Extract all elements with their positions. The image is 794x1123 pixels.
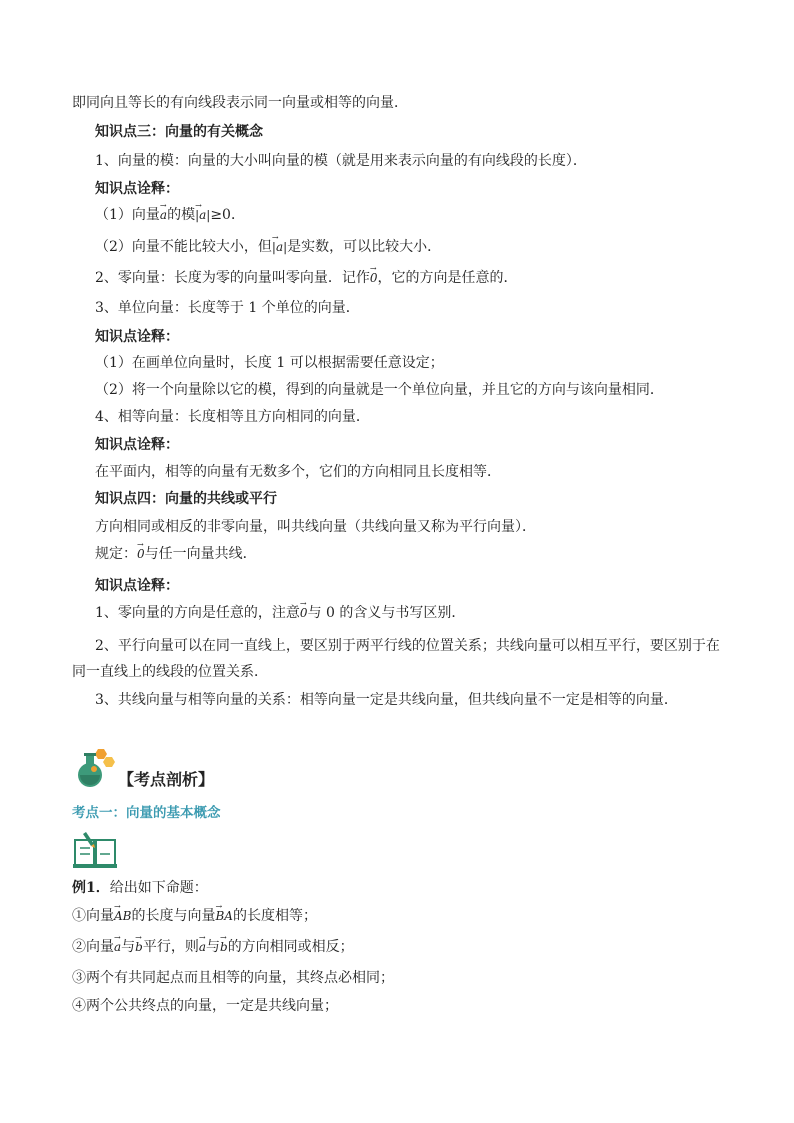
text-line: 方向相同或相反的非零向量，叫共线向量（共线向量又称为平行向量）． [95, 519, 536, 535]
vector-symbol: → a [160, 205, 167, 225]
text-line [95, 205, 245, 225]
vector-symbol: → a [114, 937, 121, 957]
proposition-1 [72, 906, 317, 926]
text-span: 与 0 的含义与书写区别． [307, 605, 466, 621]
zero-vector-symbol: → 0 [300, 603, 308, 623]
heading-note: 知识点诠释： [95, 329, 179, 345]
text-span: 的方向相同或相反； [227, 939, 354, 955]
section-title: 【考点剖析】 [118, 770, 215, 789]
text-line [95, 268, 518, 288]
text-span: 平行，则 [142, 939, 199, 955]
text-span: 与 [121, 939, 136, 955]
text-span: 给出如下命题： [109, 880, 208, 896]
example-line [72, 878, 208, 898]
text-line [95, 603, 465, 623]
vector-abs-symbol: → |a| [272, 237, 287, 257]
text-span: ①向量 [72, 908, 114, 924]
text-span: 是实数，可以比较大小． [287, 239, 442, 255]
text-line: 同一直线上的线段的位置关系． [72, 664, 268, 680]
text-span: （2）向量不能比较大小，但 [95, 239, 272, 255]
text-span: ②向量 [72, 939, 114, 955]
text-line [95, 544, 257, 564]
text-span: 1、零向量的方向是任意的，注意 [95, 605, 300, 621]
text-span: 与 [206, 939, 220, 955]
text-span: ，它的方向是任意的． [377, 270, 518, 286]
text-line: 3、共线向量与相等向量的关系：相等向量一定是共线向量，但共线向量不一定是相等的向量． [95, 692, 678, 708]
text-line: 3、单位向量：长度等于 1 个单位的向量． [95, 300, 360, 316]
text-line: （1）在画单位向量时，长度 1 可以根据需要任意设定； [95, 355, 444, 371]
text-span: 规定： [95, 546, 137, 562]
proposition-2 [72, 937, 354, 957]
proposition-3: ③两个有共同起点而且相等的向量，其终点必相同； [72, 970, 394, 986]
vector-symbol: → b [220, 937, 228, 957]
vector-abs-symbol: → |a| [195, 205, 210, 225]
text-span: （1）向量 [95, 207, 160, 223]
text-line: 4、相等向量：长度相等且方向相同的向量． [95, 409, 370, 425]
heading-knowledge-4: 知识点四：向量的共线或平行 [95, 491, 277, 507]
text-line: 2、平行向量可以在同一直线上，要区别于两平行线的位置关系；共线向量可以相互平行，要区别于在 [95, 638, 720, 654]
heading-knowledge-3: 知识点三：向量的有关概念 [95, 124, 263, 140]
kaodian-title: 考点一：向量的基本概念 [72, 805, 221, 821]
heading-note: 知识点诠释： [95, 437, 179, 453]
text-line: 在平面内，相等的向量有无数多个，它们的方向相同且长度相等． [95, 464, 501, 480]
vector-symbol: → BA [215, 906, 232, 926]
text-span: 的长度相等； [232, 908, 317, 924]
flask-icon [72, 745, 116, 789]
text-span: ≥0． [210, 207, 245, 223]
text-line: （2）将一个向量除以它的模，得到的向量就是一个单位向量，并且它的方向与该向量相同． [95, 382, 664, 398]
example-label: 例1． [72, 880, 110, 896]
zero-vector-symbol: → 0 [370, 268, 378, 288]
text-line: 1、向量的模：向量的大小叫向量的模（就是用来表示向量的有向线段的长度）． [95, 153, 587, 169]
text-line: 即同向且等长的有向线段表示同一向量或相等的向量． [72, 95, 408, 111]
zero-vector-symbol: → 0 [137, 544, 145, 564]
heading-note: 知识点诠释： [95, 578, 179, 594]
vector-symbol: → AB [114, 906, 131, 926]
vector-symbol: → b [135, 937, 143, 957]
book-icon [72, 830, 118, 870]
text-span: 2、零向量：长度为零的向量叫零向量．记作 [95, 270, 370, 286]
heading-note: 知识点诠释： [95, 181, 179, 197]
text-line [95, 237, 441, 257]
proposition-4: ④两个公共终点的向量，一定是共线向量； [72, 998, 338, 1014]
text-span: 的长度与向量 [131, 908, 216, 924]
vector-symbol: → a [199, 937, 206, 957]
text-span: 的模 [167, 207, 196, 223]
text-span: 与任一向量共线． [144, 546, 257, 562]
